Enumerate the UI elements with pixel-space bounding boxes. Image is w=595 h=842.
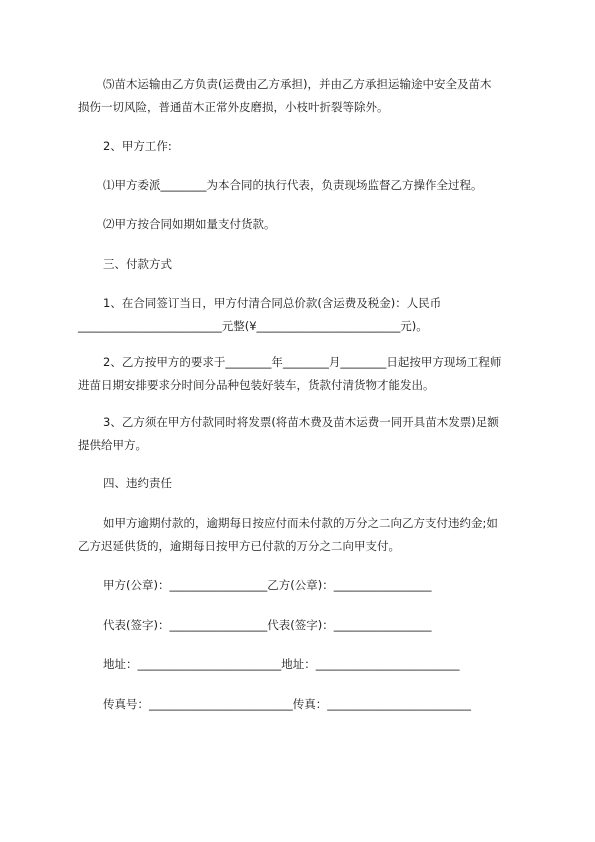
party-a-item1: ⑴甲方委派________为本合同的执行代表，负责现场监督乙方操作全过程。 (103, 178, 483, 192)
signature-representative: 代表(签字)：_________________代表(签字)：_________________ (103, 618, 432, 632)
breach-line2: 乙方迟延供货的，逾期每日按甲方已付款的万分之二向甲支付。 (78, 539, 400, 553)
payment-2-line2: 进苗日期安排要求分时间分品种包装好装车，货款付清货物才能发出。 (78, 378, 435, 392)
breach-line1: 如甲方逾期付款的，逾期每日按应付而未付款的万分之二向乙方支付违约金;如 (103, 516, 498, 530)
item5-line2: 损伤一切风险，普通苗木正常外皮磨损，小枝叶折裂等除外。 (78, 100, 389, 114)
item5-line1: ⑸苗木运输由乙方负责(运费由乙方承担)，并由乙方承担运输途中安全及苗木 (103, 77, 492, 91)
signature-address: 地址：_________________________地址：_________________________ (103, 657, 460, 671)
payment-1-line1: 1、在合同签订当日，甲方付清合同总价款(含运费及税金)：人民币 (103, 296, 442, 310)
payment-3-line2: 提供给甲方。 (78, 438, 147, 452)
payment-1-line2: _________________________元整(¥_________________________元)。 (78, 319, 428, 333)
party-a-item2: ⑵甲方按合同如期如量支付货款。 (103, 217, 276, 231)
payment-2-line1: 2、乙方按甲方的要求于________年________月________日起按甲方现场工程师 (103, 355, 502, 369)
signature-seal: 甲方(公章)：_________________乙方(公章)：_________________ (103, 578, 432, 592)
payment-heading: 三、付款方式 (103, 257, 172, 271)
party-a-heading: 2、甲方工作: (103, 139, 172, 153)
signature-fax: 传真号：_________________________传真：_________________________ (103, 697, 471, 711)
breach-heading: 四、违约责任 (103, 476, 172, 490)
payment-3-line1: 3、乙方须在甲方付款同时将发票(将苗木费及苗木运费一同开具苗木发票)足额 (103, 415, 499, 429)
